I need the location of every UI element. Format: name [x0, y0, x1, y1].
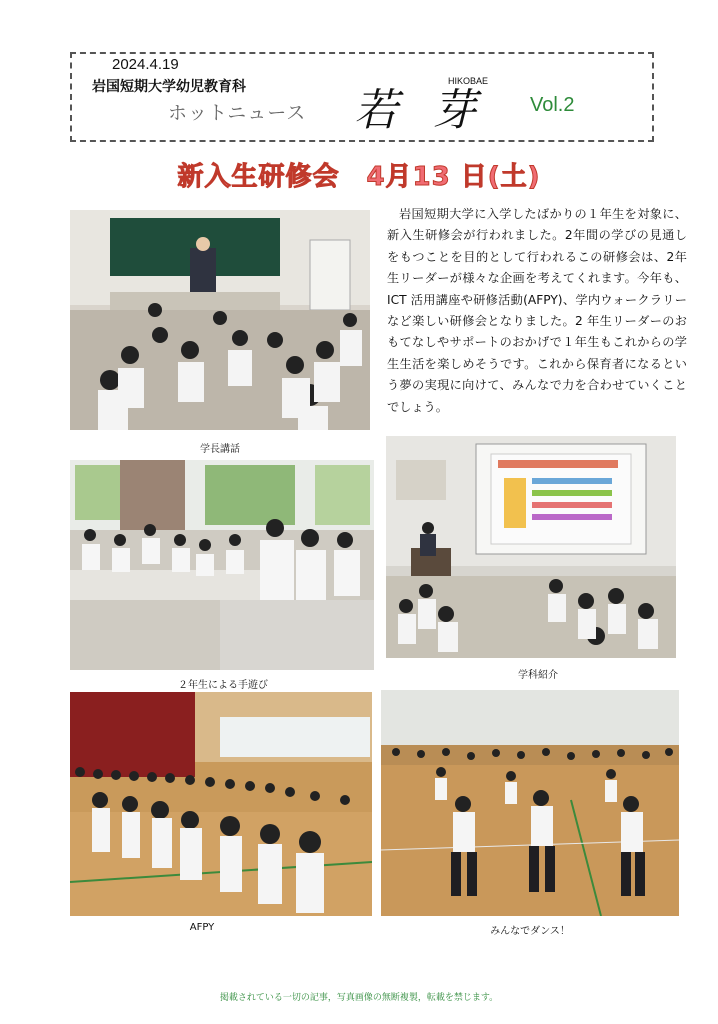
issue-date: 2024.4.19: [112, 56, 179, 73]
newsletter-header: [70, 52, 654, 142]
photo-president-lecture: [70, 210, 370, 430]
caption-photo2: ２年生による手遊び: [178, 680, 268, 691]
caption-photo5: みんなでダンス！: [490, 926, 570, 937]
afpy-photo-image: [70, 692, 372, 916]
school-name: 岩国短期大学幼児教育科: [92, 79, 246, 95]
photo-dance: [381, 690, 679, 916]
photo-hand-play: [70, 460, 374, 670]
department-intro-photo-image: [386, 436, 676, 658]
lecture-photo-image: [70, 210, 370, 430]
photo-department-intro: [386, 436, 676, 658]
newsletter-title: 若 芽: [354, 85, 486, 136]
article-body: 岩国短期大学に入学したばかりの１年生を対象に、新入生研修会が行われました。2年間の学びの見通しをもつことを目的として行われるこの研修会は、2年生リーダーが様々な企画を考えてくれます。今年も、ICT 活用講座や研修活動(AFPY)、学内ウォークラリーなど楽しい研修会となりました。2 年生リーダーのおもてなしやサポートのおかげで１年生もこれからの学生生活を楽しめそうです。これから保育者になるという夢の実現に向けて、みんなで力を合わせていくことでしょう。: [387, 207, 687, 414]
photo-afpy: [70, 692, 372, 916]
title-reading: HIKOBAE: [448, 76, 489, 86]
article-headline: 新入生研修会 4月13 日(土): [177, 162, 541, 192]
copyright-notice: 掲載されている一切の記事，写真画像の無断複製，転載を禁じます。: [219, 993, 499, 1003]
newsletter-subtitle: ホットニュース: [168, 102, 307, 124]
hand-play-photo-image: [70, 460, 374, 670]
dance-photo-image: [381, 690, 679, 916]
caption-photo4: AFPY: [189, 922, 215, 933]
volume-number: Vol.2: [530, 94, 575, 116]
caption-photo3: 学科紹介: [518, 670, 558, 681]
caption-photo1: 学長講話: [200, 444, 240, 455]
